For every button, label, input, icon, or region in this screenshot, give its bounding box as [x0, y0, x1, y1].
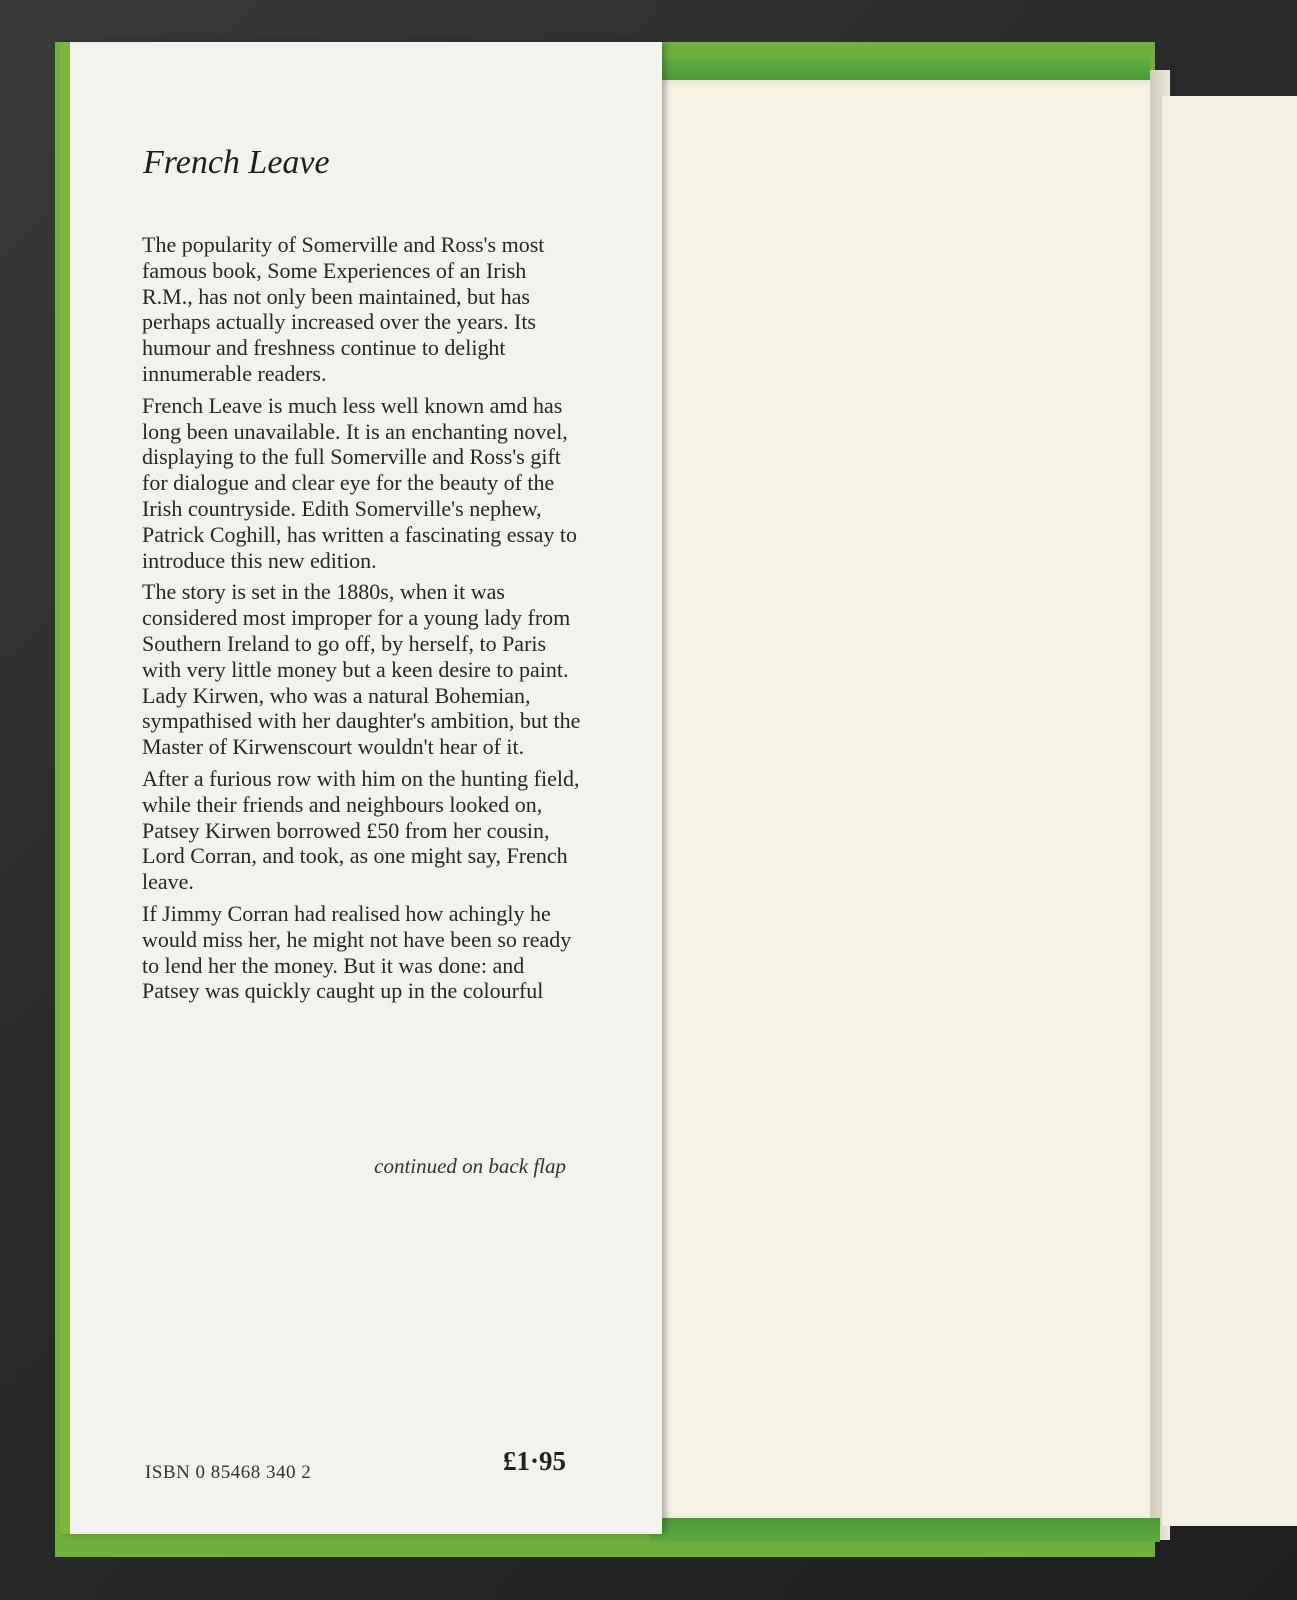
- isbn-number: ISBN 0 85468 340 2: [145, 1462, 312, 1483]
- endpaper: [650, 80, 1160, 1520]
- blurb-paragraph: French Leave is much less well known amd has long been unavailable. It is an enchanting novel, displaying to the full Somerville and Ross's gift for dialogue and clear eye for the beauty of the Irish countryside. Edith Somerville's nephew, Patrick Coghill, has written a fascinating essay to introduce this new edition.: [142, 392, 578, 573]
- blurb-paragraph: The story is set in the 1880s, when it was considered most improper for a young lady from Southern Ireland to go off, by herself, to Paris with very little money but a keen desire to paint. Lady Kirwen, who was a natural Bohemian, sympathised with her daughter's ambition, but the Master of Kirwenscourt wouldn't hear of it.: [142, 579, 581, 760]
- continued-note: continued on back flap: [374, 1154, 566, 1178]
- blurb-paragraph: The popularity of Somerville and Ross's most famous book, Some Experiences of an Irish R.M., has not only been maintained, but has perhaps actually increased over the years. Its humour and freshness continue to delight innumerable readers.: [142, 232, 545, 386]
- blurb-paragraph: After a furious row with him on the hunting field, while their friends and neighbours looked on, Patsey Kirwen borrowed £50 from her cousin, Lord Corran, and took, as one might say, French leave.: [142, 765, 580, 895]
- cloth-edge-top: [650, 58, 1150, 80]
- cloth-edge-bottom: [650, 1518, 1160, 1542]
- flap-title: French Leave: [143, 144, 330, 181]
- free-endpaper: [1160, 96, 1297, 1526]
- price-label: £1·95: [502, 1446, 566, 1476]
- flap-blurb: [142, 232, 582, 1010]
- blurb-paragraph: If Jimmy Corran had realised how achingly he would miss her, he might not have been so ready to lend her the money. But it was done: and Patsey was quickly caught up in the colourful: [142, 900, 572, 1004]
- dust-jacket-flap: [60, 42, 662, 1534]
